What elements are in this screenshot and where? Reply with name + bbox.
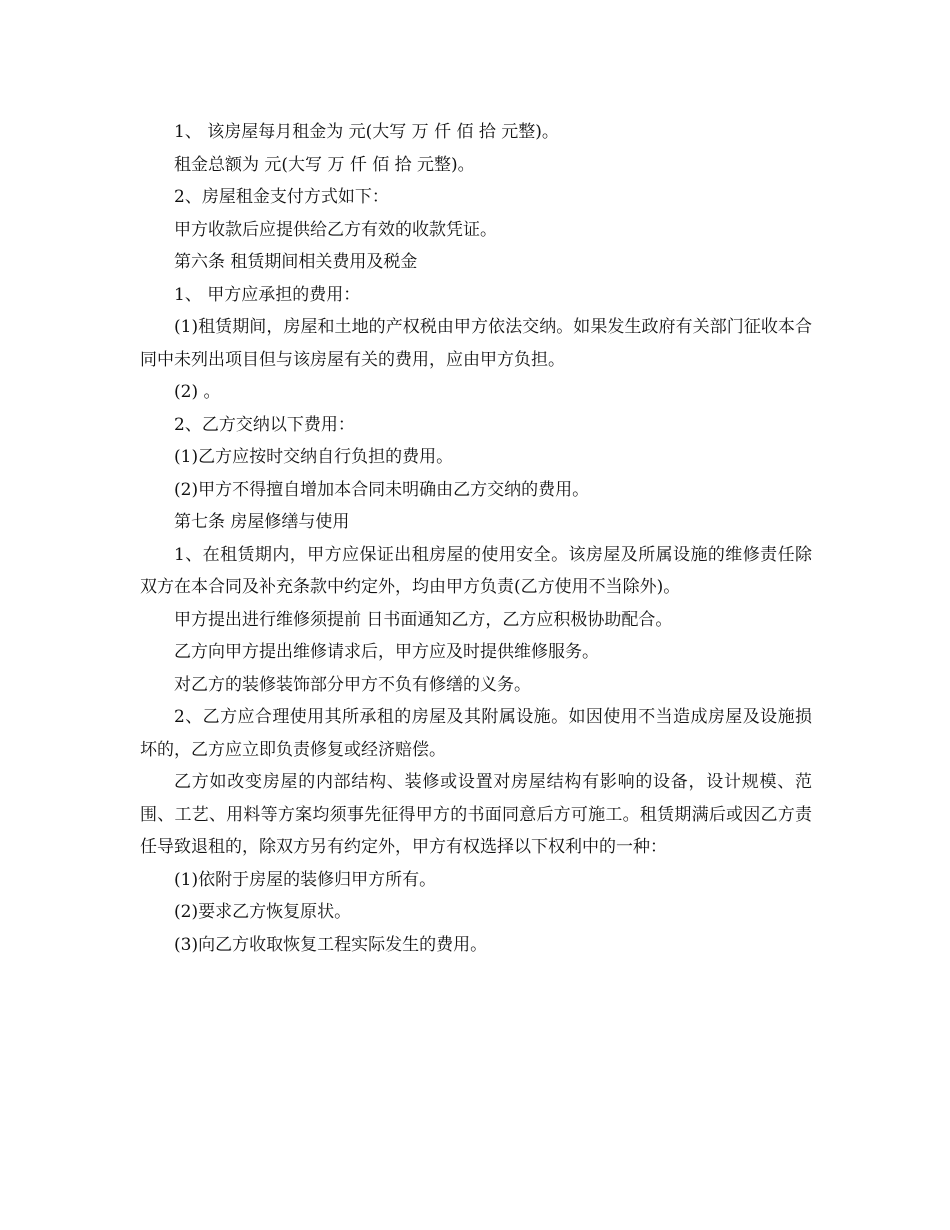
paragraph-safety-maintenance: 1、在租赁期内，甲方应保证出租房屋的使用安全。该房屋及所属设施的维修责任除双方在本合同及补充条款中约定外，均由甲方负责(乙方使用不当除外)。 bbox=[140, 544, 812, 597]
paragraph-decoration-no-repair: 对乙方的装修装饰部分甲方不负有修缮的义务。 bbox=[174, 674, 531, 695]
paragraph-repair-notice: 甲方提出进行维修须提前 日书面通知乙方，乙方应积极协助配合。 bbox=[174, 609, 673, 630]
paragraph-structural-changes: 乙方如改变房屋的内部结构、装修或设置对房屋结构有影响的设备，设计规模、范围、工艺、用料等方案均须事先征得甲方的书面同意后方可施工。租赁期满后或因乙方责任导致退租的，除双方另有约定外，甲方有权选择以下权利中的一种： bbox=[140, 772, 812, 857]
paragraph-item-2-blank: (2) 。 bbox=[174, 382, 221, 402]
paragraph-proper-use: 2、乙方应合理使用其所承租的房屋及其附属设施。如因使用不当造成房屋及设施损坏的，乙方应立即负责修复或经济赔偿。 bbox=[140, 707, 812, 760]
paragraph-receipt: 甲方收款后应提供给乙方有效的收款凭证。 bbox=[174, 219, 497, 240]
document-body bbox=[140, 116, 812, 961]
paragraph-party-a-costs: 1、 甲方应承担的费用： bbox=[174, 284, 361, 305]
section-heading-article-7: 第七条 房屋修缮与使用 bbox=[174, 512, 350, 532]
section-heading-article-6: 第六条 租赁期间相关费用及税金 bbox=[174, 252, 418, 272]
paragraph-option-2: (2)要求乙方恢复原状。 bbox=[174, 902, 352, 922]
paragraph-no-extra-costs: (2)甲方不得擅自增加本合同未明确由乙方交纳的费用。 bbox=[174, 479, 590, 500]
paragraph-rent-monthly: 1、 该房屋每月租金为 元(大写 万 仟 佰 拾 元整)。 bbox=[174, 122, 559, 142]
paragraph-option-3: (3)向乙方收取恢复工程实际发生的费用。 bbox=[174, 934, 488, 955]
paragraph-property-tax: (1)租赁期间，房屋和土地的产权税由甲方依法交纳。如果发生政府有关部门征收本合同中未列出项目但与该房屋有关的费用，应由甲方负担。 bbox=[140, 317, 812, 370]
paragraph-party-b-costs: 2、乙方交纳以下费用： bbox=[174, 414, 355, 435]
paragraph-rent-total: 租金总额为 元(大写 万 仟 佰 拾 元整)。 bbox=[174, 154, 475, 175]
paragraph-party-b-pay-on-time: (1)乙方应按时交纳自行负担的费用。 bbox=[174, 447, 454, 467]
paragraph-repair-request: 乙方向甲方提出维修请求后，甲方应及时提供维修服务。 bbox=[174, 642, 599, 662]
paragraph-payment-method: 2、房屋租金支付方式如下： bbox=[174, 187, 389, 207]
paragraph-option-1: (1)依附于房屋的装修归甲方所有。 bbox=[174, 869, 437, 890]
